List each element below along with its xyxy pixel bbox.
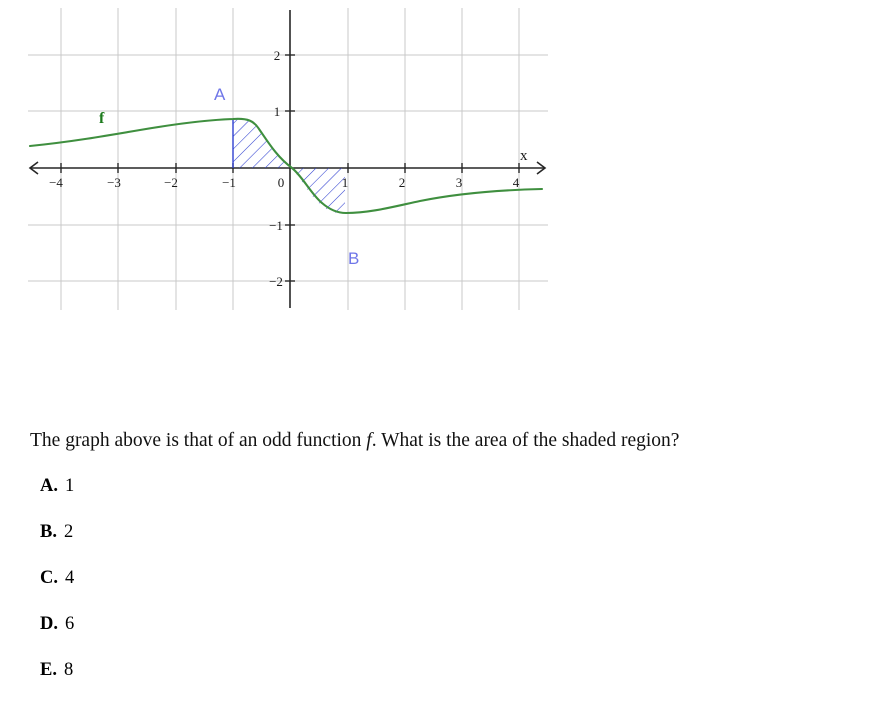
choice-b-value: 2 [63,522,74,542]
choice-a[interactable] [40,476,440,522]
choice-d-value: 6 [65,614,75,634]
choice-b-letter: B. [40,522,57,542]
question-text-before: The graph above is that of an odd function [30,430,367,451]
question-text [30,428,885,454]
svg-text:1: 1 [273,104,281,119]
svg-text:−1: −1 [222,175,236,190]
svg-text:1: 1 [341,175,349,190]
choice-b[interactable] [40,522,440,568]
choice-e-value: 8 [63,660,74,680]
choice-a-letter: A. [40,476,58,496]
svg-text:2: 2 [398,175,406,190]
svg-text:−3: −3 [107,175,121,190]
choice-c-letter: C. [40,568,58,588]
svg-text:0: 0 [277,175,285,190]
svg-text:3: 3 [455,175,463,190]
answer-choices [40,476,440,706]
choice-e-letter: E. [40,660,57,680]
curve-label-f: f [99,110,105,127]
choice-d[interactable] [40,614,440,660]
svg-text:2: 2 [273,48,281,63]
svg-text:4: 4 [512,175,520,190]
svg-text:−1: −1 [269,218,283,233]
choice-c[interactable] [40,568,440,614]
svg-text:−2: −2 [164,175,178,190]
graph-figure [0,0,600,330]
question-function-symbol: f [366,430,372,451]
svg-text:−2: −2 [269,274,283,289]
x-axis-label: x [520,148,528,164]
grid-lines [28,8,548,310]
x-axis-tick-labels [49,175,520,190]
region-label-b: B [348,249,360,268]
svg-text:−4: −4 [49,175,63,190]
choice-a-value: 1 [65,476,75,496]
choice-d-letter: D. [40,614,58,634]
question-text-after: . What is the area of the shaded region? [371,430,680,451]
choice-e[interactable] [40,660,440,706]
region-label-a: A [214,85,226,104]
choice-c-value: 4 [65,568,75,588]
